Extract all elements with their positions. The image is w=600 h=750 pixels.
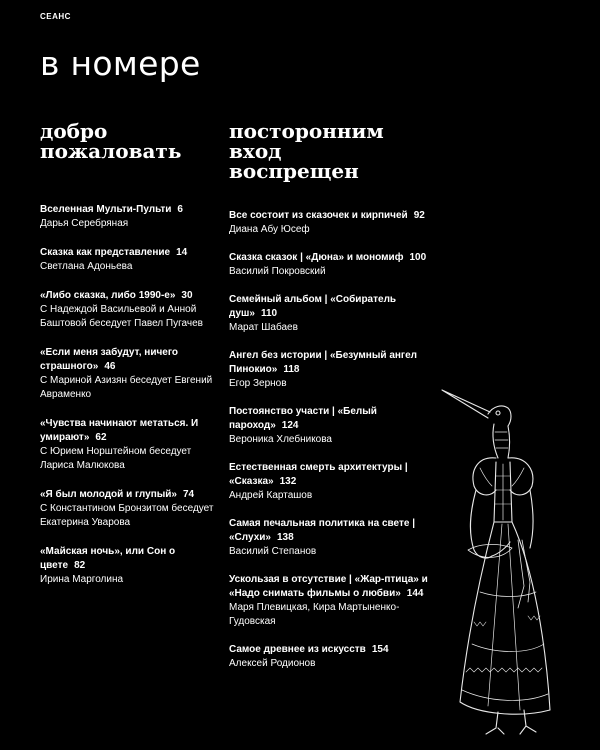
entry-title: Ангел без истории | «Безумный ангел Пинокио» bbox=[229, 350, 417, 375]
toc-entry[interactable] bbox=[229, 643, 429, 671]
section-title: посторонним вход воспрещен bbox=[229, 119, 384, 183]
entry-page-number: 138 bbox=[276, 532, 294, 543]
entry-title: «Чувства начинают метаться. И умирают» bbox=[40, 418, 199, 443]
entry-title: Самая печальная политика на свете | «Слухи» bbox=[229, 518, 415, 543]
toc-entry[interactable] bbox=[229, 517, 429, 559]
toc-entry[interactable] bbox=[229, 461, 429, 503]
page-title: в номере bbox=[40, 44, 201, 83]
section-no-entry bbox=[229, 121, 429, 685]
entry-title: Сказка сказок | «Дюна» и мономиф bbox=[229, 252, 404, 263]
entry-page-number: 82 bbox=[74, 560, 86, 571]
toc-entry[interactable] bbox=[229, 209, 429, 237]
entry-title: «Майская ночь», или Сон о цвете bbox=[40, 546, 176, 571]
toc-entry[interactable] bbox=[40, 203, 220, 231]
toc-entry[interactable] bbox=[40, 246, 220, 274]
toc-entry[interactable] bbox=[229, 349, 429, 391]
section-welcome bbox=[40, 121, 220, 602]
entry-title: «Либо сказка, либо 1990-е» bbox=[40, 290, 176, 301]
toc-entry[interactable] bbox=[40, 545, 220, 587]
entry-page-number: 110 bbox=[260, 308, 278, 319]
entry-title: «Если меня забудут, ничего страшного» bbox=[40, 347, 178, 372]
toc-entry[interactable] bbox=[229, 293, 429, 335]
entry-author: С Мариной Азизян беседует Евгений Авраменко bbox=[40, 375, 213, 400]
magazine-brand: СЕАНС bbox=[40, 12, 71, 21]
entry-page-number: 154 bbox=[371, 644, 389, 655]
entry-page-number: 124 bbox=[281, 420, 299, 431]
toc-entry[interactable] bbox=[40, 289, 220, 331]
entry-author: Марат Шабаев bbox=[229, 322, 298, 333]
entry-page-number: 74 bbox=[183, 489, 195, 500]
entry-page-number: 14 bbox=[176, 247, 188, 258]
entry-title: Вселенная Мульти-Пульти bbox=[40, 204, 172, 215]
entry-author: Дарья Серебряная bbox=[40, 218, 129, 229]
toc-entry[interactable] bbox=[40, 346, 220, 402]
entry-title: Семейный альбом | «Собиратель душ» bbox=[229, 294, 397, 319]
entry-author: С Константином Бронзитом беседует Екатерина Уварова bbox=[40, 503, 214, 528]
entry-page-number: 92 bbox=[413, 210, 425, 221]
entry-title: Сказка как представление bbox=[40, 247, 171, 258]
entry-page-number: 6 bbox=[177, 204, 183, 215]
entry-author: Светлана Адоньева bbox=[40, 261, 133, 272]
entry-author: Алексей Родионов bbox=[229, 658, 316, 669]
entry-author: Андрей Карташов bbox=[229, 490, 313, 501]
entry-author: С Юрием Норштейном беседует Лариса Малюкова bbox=[40, 446, 192, 471]
entry-title: Ускользая в отсутствие | «Жар-птица» и «Надо снимать фильмы о любви» bbox=[229, 574, 428, 599]
entry-title: Все состоит из сказочек и кирпичей bbox=[229, 210, 408, 221]
entry-author: Василий Покровский bbox=[229, 266, 326, 277]
entry-page-number: 144 bbox=[406, 588, 424, 599]
entry-author: Василий Степанов bbox=[229, 546, 317, 557]
entry-title: Естественная смерть архитектуры | «Сказка» bbox=[229, 462, 408, 487]
entry-page-number: 100 bbox=[409, 252, 427, 263]
bird-woman-illustration bbox=[438, 372, 588, 737]
entry-page-number: 118 bbox=[283, 364, 300, 375]
toc-entry[interactable] bbox=[229, 573, 429, 629]
entry-author: Маря Плевицкая, Кира Мартыненко-Гудовская bbox=[229, 602, 400, 627]
entry-page-number: 30 bbox=[181, 290, 193, 301]
section-title: добро пожаловать bbox=[40, 119, 182, 163]
entry-author: С Надеждой Васильевой и Анной Баштовой беседует Павел Пугачев bbox=[40, 304, 203, 329]
entry-page-number: 62 bbox=[95, 432, 107, 443]
entry-title: Самое древнее из искусств bbox=[229, 644, 366, 655]
entry-author: Вероника Хлебникова bbox=[229, 434, 332, 445]
entry-author: Егор Зернов bbox=[229, 378, 287, 389]
toc-entry[interactable] bbox=[229, 405, 429, 447]
entry-title: Постоянство участи | «Белый пароход» bbox=[229, 406, 377, 431]
entry-title: «Я был молодой и глупый» bbox=[40, 489, 177, 500]
entry-page-number: 46 bbox=[104, 361, 116, 372]
toc-entry[interactable] bbox=[40, 488, 220, 530]
entry-author: Ирина Марголина bbox=[40, 574, 124, 585]
entry-author: Диана Абу Юсеф bbox=[229, 224, 310, 235]
toc-entry[interactable] bbox=[40, 417, 220, 473]
toc-entry[interactable] bbox=[229, 251, 429, 279]
entry-page-number: 132 bbox=[279, 476, 297, 487]
